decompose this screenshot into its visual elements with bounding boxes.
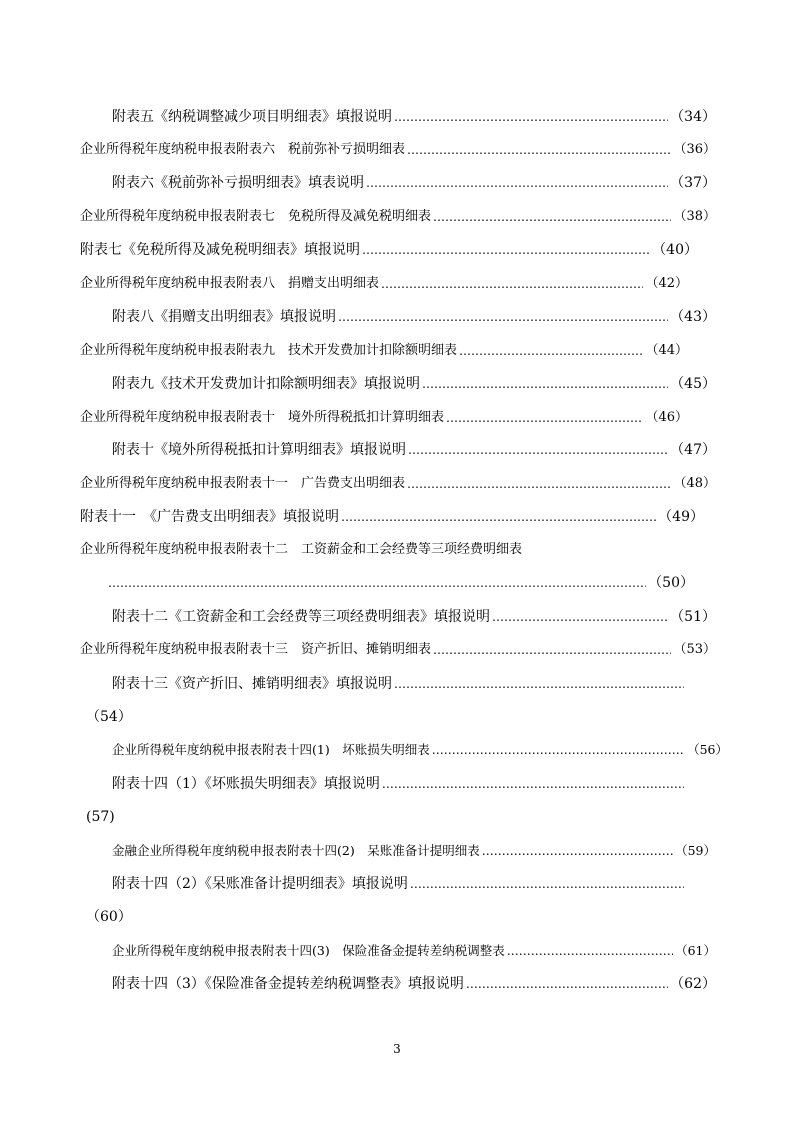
toc-entry-title: 企业所得税年度纳税申报表附表十三 资产折旧、摊销明细表 bbox=[80, 642, 432, 657]
toc-entry bbox=[80, 206, 716, 228]
toc-entry bbox=[80, 407, 688, 429]
toc-entry-page: (57) bbox=[86, 809, 115, 825]
toc-entry-title: 附表十二《工资薪金和工会经费等三项经费明细表》填报说明 bbox=[112, 609, 490, 625]
toc-entry bbox=[112, 773, 686, 795]
leader-dots bbox=[366, 172, 668, 194]
toc-entry-page: （36） bbox=[673, 142, 716, 157]
toc-entry-title: 附表九《技术开发费加计扣除额明细表》填报说明 bbox=[112, 376, 420, 392]
leader-dots bbox=[446, 407, 643, 429]
toc-entry-page: （37） bbox=[670, 175, 716, 191]
toc-entry-page: （62） bbox=[670, 976, 716, 992]
toc-entry bbox=[112, 940, 716, 962]
toc-entry-title: 企业所得税年度纳税申报表附表六 税前弥补亏损明细表 bbox=[80, 142, 406, 157]
leader-dots bbox=[433, 639, 671, 661]
toc-entry-continued bbox=[86, 706, 132, 728]
leader-dots bbox=[341, 506, 656, 528]
toc-entry-title: 企业所得税年度纳税申报表附表十四(1) 坏账损失明细表 bbox=[112, 742, 430, 757]
toc-entry bbox=[80, 473, 716, 495]
toc-entry bbox=[112, 373, 716, 395]
leader-dots bbox=[492, 606, 668, 628]
toc-entry bbox=[112, 673, 686, 695]
leader-dots bbox=[407, 473, 671, 495]
toc-entry-title: 附表十三《资产折旧、摊销明细表》填报说明 bbox=[112, 676, 392, 692]
toc-entry-page: （51） bbox=[670, 609, 716, 625]
leader-dots bbox=[362, 239, 650, 261]
toc-entry-page: （40） bbox=[652, 242, 698, 258]
toc-entry-page: （56） bbox=[687, 742, 728, 757]
toc-entry bbox=[112, 973, 716, 995]
toc-entry bbox=[112, 439, 716, 461]
leader-dots bbox=[338, 306, 668, 328]
toc-entry-title: 企业所得税年度纳税申报表附表十一 广告费支出明细表 bbox=[80, 476, 406, 491]
leader-dots bbox=[422, 373, 668, 395]
leader-dots bbox=[410, 873, 684, 895]
toc-entry bbox=[80, 139, 716, 161]
toc-entry-continued bbox=[86, 806, 115, 828]
toc-entry-continued bbox=[86, 906, 132, 928]
toc-entry bbox=[112, 606, 716, 628]
toc-entry-page: （49） bbox=[658, 509, 704, 525]
leader-dots bbox=[108, 572, 646, 594]
toc-entry-title: 附表十一 《广告费支出明细表》填报说明 bbox=[80, 509, 339, 525]
toc-entry bbox=[80, 639, 716, 661]
toc-entry-title: 企业所得税年度纳税申报表附表九 技术开发费加计扣除额明细表 bbox=[80, 343, 458, 358]
toc-entry-page: （54） bbox=[86, 709, 132, 725]
toc-entry-title: 企业所得税年度纳税申报表附表十四(3) 保险准备金提转差纳税调整表 bbox=[112, 943, 505, 958]
page-number: 3 bbox=[393, 1042, 401, 1056]
leader-dots bbox=[433, 206, 671, 228]
toc-entry-title: 附表六《税前弥补亏损明细表》填表说明 bbox=[112, 175, 364, 191]
toc-entry bbox=[112, 840, 716, 862]
toc-entry bbox=[112, 873, 686, 895]
leader-dots bbox=[507, 940, 673, 962]
toc-entry-title: 附表八《捐赠支出明细表》填报说明 bbox=[112, 309, 336, 325]
leader-dots bbox=[466, 973, 668, 995]
toc-entry-title: 企业所得税年度纳税申报表附表七 免税所得及减免税明细表 bbox=[80, 209, 432, 224]
toc-entry-continued bbox=[106, 572, 694, 594]
toc-entry-page: （45） bbox=[670, 376, 716, 392]
toc-entry-page: （61） bbox=[675, 943, 716, 958]
toc-entry bbox=[112, 172, 716, 194]
toc-entry bbox=[80, 340, 688, 362]
toc-entry bbox=[112, 106, 716, 128]
toc-entry-title: 附表五《纳税调整减少项目明细表》填报说明 bbox=[112, 109, 392, 125]
toc-entry-page: （44） bbox=[645, 343, 688, 358]
toc-entry-page: （59） bbox=[675, 843, 716, 858]
toc-entry bbox=[112, 739, 728, 761]
toc-entry-page: （38） bbox=[673, 209, 716, 224]
toc-entry bbox=[80, 539, 522, 561]
toc-entry-page: （34） bbox=[670, 109, 716, 125]
toc-entry-title: 企业所得税年度纳税申报表附表八 捐赠支出明细表 bbox=[80, 276, 380, 291]
toc-entry-title: 附表十四（2）《呆账准备计提明细表》填报说明 bbox=[112, 876, 408, 892]
leader-dots bbox=[459, 340, 643, 362]
toc-entry-title: 附表十四（3）《保险准备金提转差纳税调整表》填报说明 bbox=[112, 976, 464, 992]
leader-dots bbox=[394, 673, 684, 695]
toc-entry-title: 企业所得税年度纳税申报表附表十 境外所得税抵扣计算明细表 bbox=[80, 410, 445, 425]
toc-entry-title: 附表十《境外所得税抵扣计算明细表》填报说明 bbox=[112, 442, 406, 458]
leader-dots bbox=[408, 439, 668, 461]
toc-entry bbox=[80, 239, 698, 261]
toc-entry bbox=[80, 506, 704, 528]
toc-entry-page: （42） bbox=[645, 276, 688, 291]
toc-entry-page: （47） bbox=[670, 442, 716, 458]
toc-entry-page: （60） bbox=[86, 909, 132, 925]
leader-dots bbox=[394, 106, 668, 128]
toc-entry-page: （53） bbox=[673, 642, 716, 657]
toc-entry bbox=[112, 306, 716, 328]
toc-entry-title: 附表十四（1）《坏账损失明细表》填报说明 bbox=[112, 776, 380, 792]
toc-entry bbox=[80, 273, 688, 295]
leader-dots bbox=[381, 273, 643, 295]
toc-entry-page: （50） bbox=[648, 575, 694, 591]
leader-dots bbox=[382, 773, 684, 795]
leader-dots bbox=[432, 739, 685, 761]
leader-dots bbox=[407, 139, 671, 161]
toc-entry-page: （46） bbox=[645, 410, 688, 425]
toc-entry-page: （43） bbox=[670, 309, 716, 325]
toc-entry-page: （48） bbox=[673, 476, 716, 491]
toc-entry-title: 金融企业所得税年度纳税申报表附表十四(2) 呆账准备计提明细表 bbox=[112, 843, 480, 858]
toc-entry-title: 附表七《免税所得及减免税明细表》填报说明 bbox=[80, 242, 360, 258]
leader-dots bbox=[482, 840, 673, 862]
toc-entry-title: 企业所得税年度纳税申报表附表十二 工资薪金和工会经费等三项经费明细表 bbox=[80, 542, 523, 557]
